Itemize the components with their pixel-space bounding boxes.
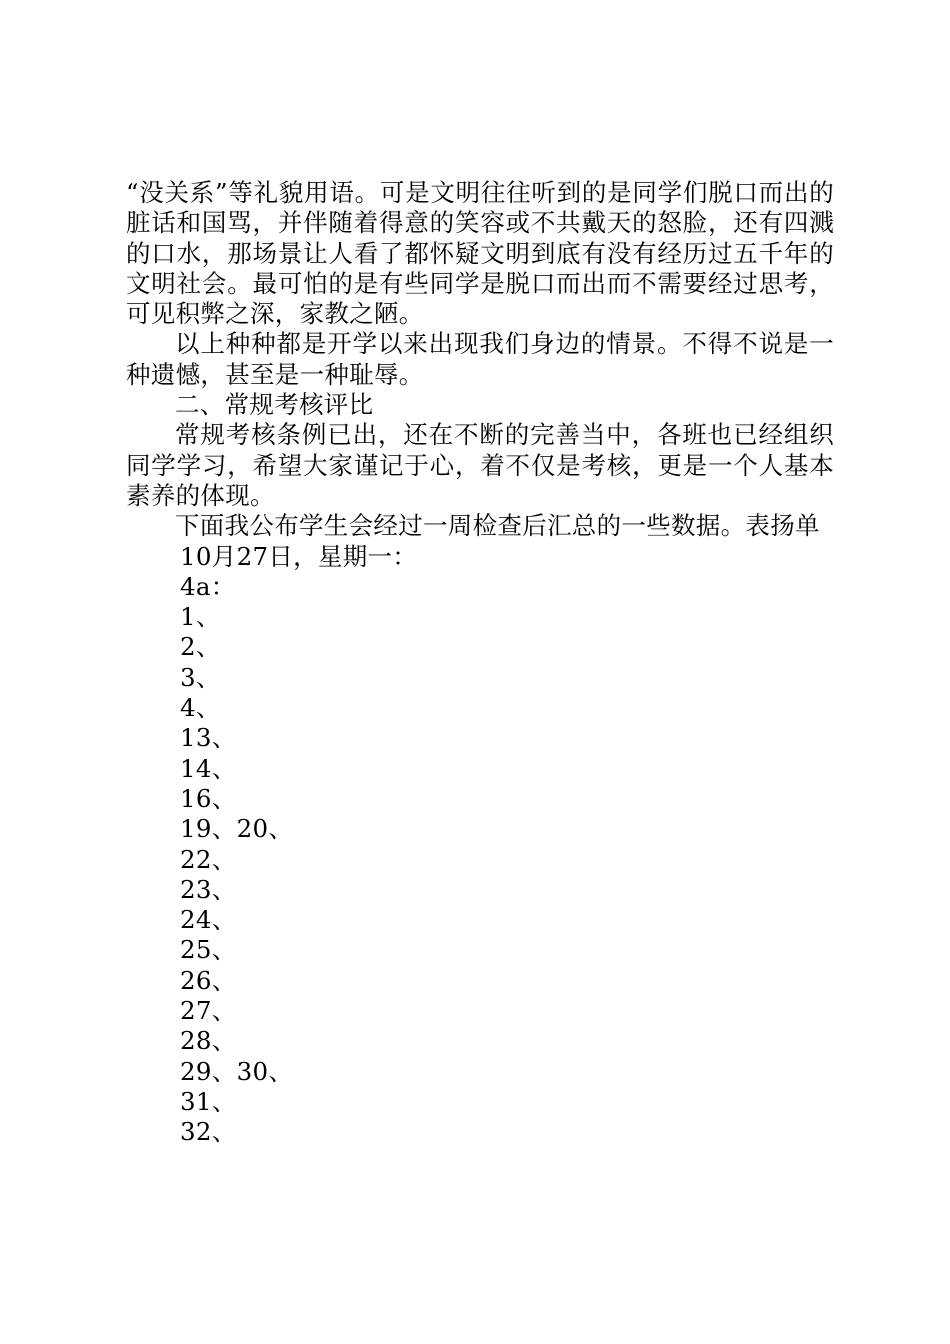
list-item: 22、 (180, 844, 237, 874)
list-item: 26、 (180, 965, 237, 995)
list-item: 10月27日，星期一： (180, 541, 418, 571)
document-page (126, 178, 834, 1148)
commendation-list (126, 542, 834, 1148)
list-item: 14、 (180, 753, 237, 783)
paragraph-civility: “没关系”等礼貌用语。可是文明往往听到的是同学们脱口而出的脏话和国骂，并伴随着得意的笑容或不共戴天的怒脸，还有四溅的口水，那场景让人看了都怀疑文明到底有没有经历过五千年的文明社会。最可怕的是有些同学是脱口而出而不需要经过思考，可见积弊之深，家教之陋。 (126, 178, 834, 329)
list-item: 3、 (180, 662, 221, 692)
list-item: 19、20、 (180, 814, 294, 844)
paragraph-summary: 以上种种都是开学以来出现我们身边的情景。不得不说是一种遗憾，甚至是一种耻辱。 (126, 329, 834, 389)
list-item: 32、 (180, 1117, 237, 1147)
list-item: 13、 (180, 723, 237, 753)
list-item: 28、 (180, 1026, 237, 1056)
list-item: 16、 (180, 783, 237, 813)
list-item: 27、 (180, 996, 237, 1026)
list-item: 1、 (180, 602, 221, 632)
paragraph-announcement: 下面我公布学生会经过一周检查后汇总的一些数据。表扬单 (175, 511, 820, 541)
list-item: 2、 (180, 632, 221, 662)
list-item: 23、 (180, 874, 237, 904)
list-item: 25、 (180, 935, 237, 965)
list-item: 4、 (180, 693, 221, 723)
list-item: 24、 (180, 905, 237, 935)
list-item: 31、 (180, 1086, 237, 1116)
list-item: 29、30、 (180, 1056, 294, 1086)
paragraph-regulations: 常规考核条例已出，还在不断的完善当中，各班也已经组织同学学习，希望大家谨记于心，着不仅是考核，更是一个人基本素养的体现。 (126, 420, 834, 510)
list-item: 4a： (180, 571, 236, 601)
section-heading: 二、常规考核评比 (175, 390, 374, 420)
